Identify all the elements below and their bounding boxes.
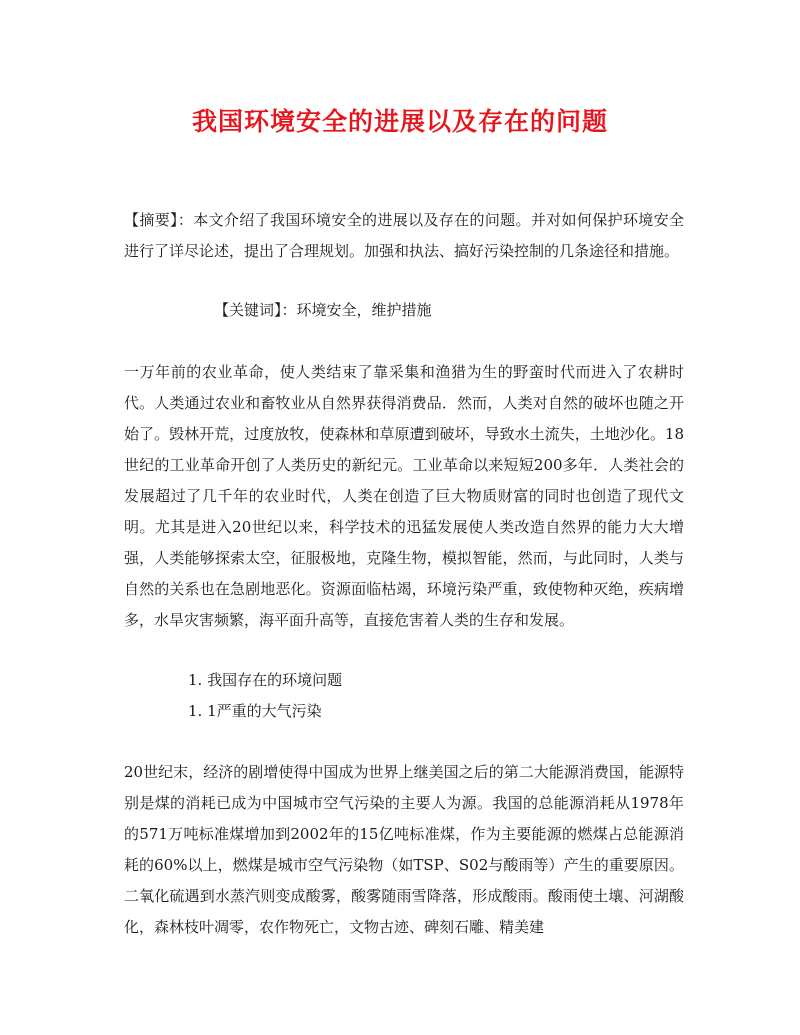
document-title: 我国环境安全的进展以及存在的问题 <box>191 107 608 136</box>
body-paragraph-intro: 一万年前的农业革命，使人类结束了靠采集和渔猎为生的野蛮时代而进入了农耕时代。人类通过农业和畜牧业从自然界获得消费品．然而，人类对自然的破坏也随之开始了。毁林开荒，过度放牧，使森林和草原遭到破坏，导致水土流失，土地沙化。18世纪的工业革命开创了人类历史的新纪元。工业革命以来短短200多年．人类社会的发展超过了几千年的农业时代，人类在创造了巨大物质财富的同时也创造了现代文明。尤其是进入20世纪以来，科学技术的迅猛发展使人类改造自然界的能力大大增强，人类能够探索太空，征服极地，克隆生物，模拟智能，然而，与此同时，人类与自然的关系也在急剧地恶化。资源面临枯竭，环境污染严重，致使物种灭绝，疾病增多，水旱灾害频繁，海平面升高等，直接危害着人类的生存和发展。 <box>124 363 684 629</box>
abstract-paragraph: 【摘要】：本文介绍了我国环境安全的进展以及存在的问题。并对如何保护环境安全进行了详尽论述，提出了合理规划。加强和执法、搞好污染控制的几条途径和措施。 <box>124 211 684 260</box>
keywords-line: 【关键词】：环境安全，维护措施 <box>214 301 432 319</box>
subsection-heading-1-1: 1. 1严重的大气污染 <box>188 702 322 720</box>
body-paragraph-air-pollution-text: 20世纪末，经济的剧增使得中国成为世界上继美国之后的第二大能源消费国，能源特别是煤的消耗已成为中国城市空气污染的主要人为源。我国的总能源消耗从1978年的571万吨标准煤增加到2002年的15亿吨标准煤，作为主要能源的燃煤占总能源消耗的60%以上，燃煤是城市空气污染物（如TSP、S02与酸雨等）产生的重要原因。二氧化硫遇到水蒸汽则变成酸雾，酸雾随雨雪降落，形成酸雨。酸雨使土壤、河湖酸化，森林枝叶凋零，农作物死亡，文物古迹、碑刻石雕、精美建 <box>124 763 684 936</box>
body-paragraph-air-pollution <box>124 757 684 943</box>
section-heading-1: 1. 我国存在的环境问题 <box>188 671 343 689</box>
